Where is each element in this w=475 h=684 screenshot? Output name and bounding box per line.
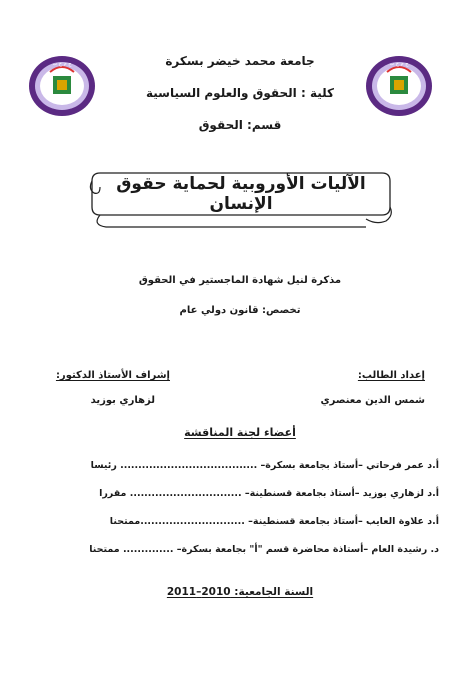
university-name: جامعة محمد خيضر بسكرة xyxy=(165,54,315,68)
department-name: قسم: الحقوق xyxy=(198,118,282,132)
university-logo-right-icon xyxy=(365,52,433,120)
svg-text:ج م خ ب: ج م خ ب xyxy=(52,61,72,67)
university-logo-left-icon xyxy=(28,52,96,120)
faculty-name: كلية : الحقوق والعلوم السياسية xyxy=(146,86,334,100)
student-name: شمس الدين معنصري xyxy=(320,395,425,406)
academic-year: السنة الجامعية: 2010–2011 xyxy=(166,586,314,598)
supervisor-label: إشراف الأستاذ الدكتور: xyxy=(55,370,170,381)
student-label: إعداد الطالب: xyxy=(357,370,425,381)
svg-text:ج م خ ب: ج م خ ب xyxy=(389,61,409,67)
committee-member: أ.د عمر فرحاتي –أستاذ بجامعة بسكرة– ...................................... رئيسا xyxy=(90,460,439,471)
thesis-purpose: مذكرة لنيل شهادة الماجستير في الحقوق xyxy=(138,275,342,286)
committee-member: أ.د لزهاري بوزيد –أستاذ بجامعة قسنطينة– ............................... مقررا xyxy=(99,488,439,499)
committee-member: د. رشيدة العام –أستاذة محاضرة قسم "أ" بجامعة بسكرة– .............. ممتحنا xyxy=(89,544,439,555)
supervisor-name: لزهاري بوزيد xyxy=(90,395,155,406)
committee-heading: أعضاء لجنة المناقشة xyxy=(184,426,296,439)
thesis-specialty: تخصص: قانون دولي عام xyxy=(179,305,301,316)
thesis-title: الآليات الأوروبية لحماية حقوق الإنسان xyxy=(116,174,366,214)
committee-member: أ.د علاوة العايب –أستاذ بجامعة قسنطينة– .............................ممتحنا xyxy=(109,516,439,527)
